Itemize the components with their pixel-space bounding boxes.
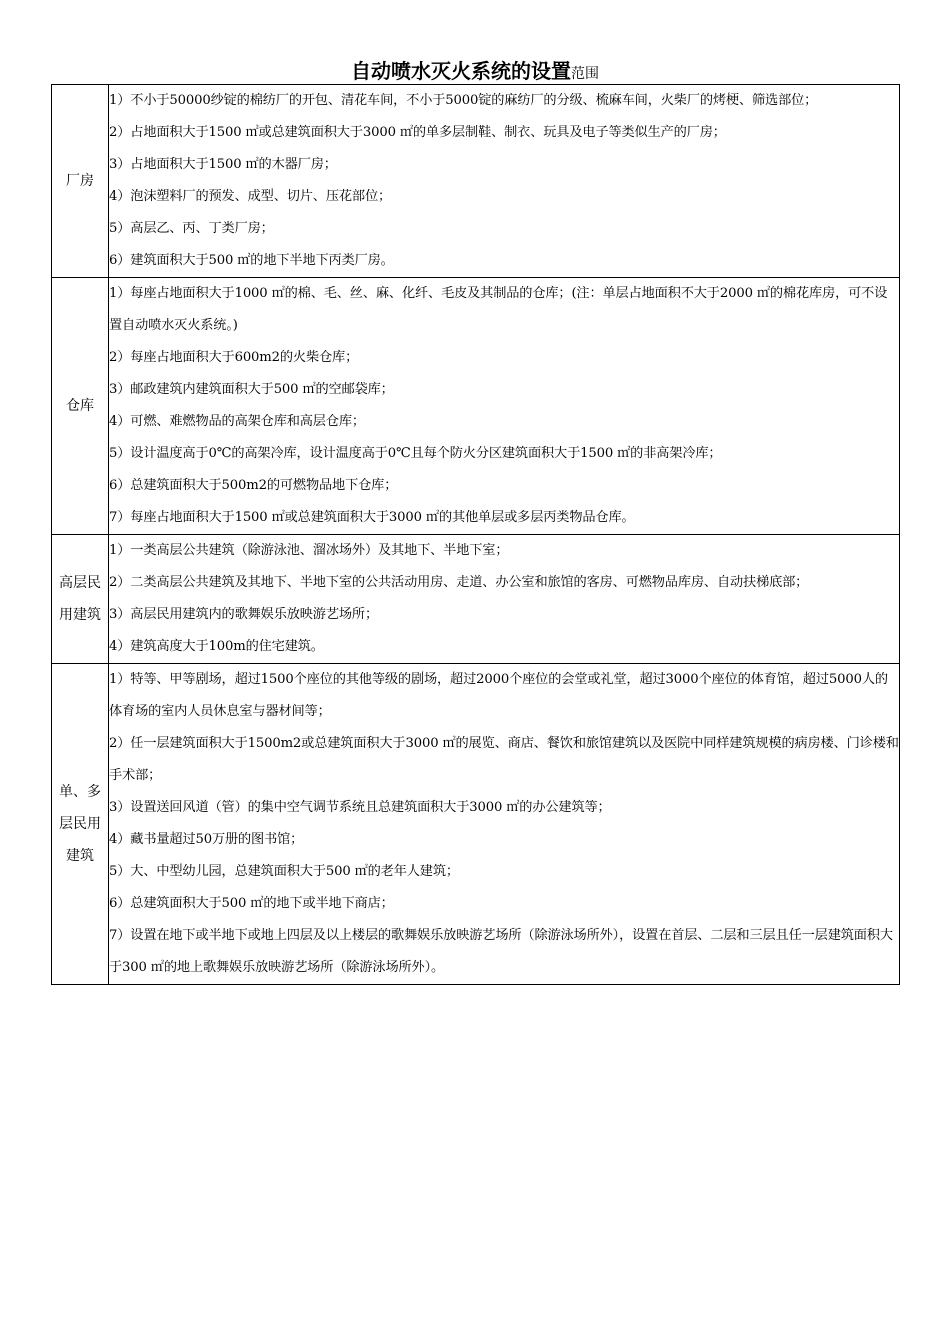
list-item: 3）占地面积大于1500 ㎡的木器厂房； <box>109 157 337 172</box>
list-item: 6）总建筑面积大于500 ㎡的地下或半地下商店； <box>109 896 394 911</box>
list-item: 5）高层乙、丙、丁类厂房； <box>109 221 274 236</box>
list-item: 6）总建筑面积大于500m2的可燃物品地下仓库； <box>109 478 398 493</box>
list-item: 4）藏书量超过50万册的图书馆； <box>109 832 304 847</box>
list-item: 2）任一层建筑面积大于1500m2或总建筑面积大于3000 ㎡的展览、商店、餐饮和旅馆建筑以及医院中同样建筑规模的病房楼、门诊楼和手术部； <box>109 736 899 783</box>
list-item: 6）建筑面积大于500 ㎡的地下半地下丙类厂房。 <box>109 253 394 268</box>
table-row-factory <box>52 85 900 278</box>
category-label: 高层民用建筑 <box>59 575 101 623</box>
category-cell <box>52 664 109 985</box>
items-cell <box>109 535 900 664</box>
list-item: 3）邮政建筑内建筑面积大于500 ㎡的空邮袋库； <box>109 382 394 397</box>
sprinkler-scope-table <box>51 84 900 985</box>
list-item: 1）特等、甲等剧场，超过1500个座位的其他等级的剧场，超过2000个座位的会堂或礼堂，超过3000个座位的体育馆，超过5000人的体育场的室内人员休息室与器材间等； <box>109 672 888 719</box>
category-cell <box>52 85 109 278</box>
list-item: 4）可燃、难燃物品的高架仓库和高层仓库； <box>109 414 365 429</box>
list-item: 5）大、中型幼儿园，总建筑面积大于500 ㎡的老年人建筑； <box>109 864 459 879</box>
category-label: 仓库 <box>66 398 94 414</box>
items-cell <box>109 278 900 535</box>
list-item: 3）设置送回风道（管）的集中空气调节系统且总建筑面积大于3000 ㎡的办公建筑等； <box>109 800 611 815</box>
list-item: 5）设计温度高于0℃的高架冷库，设计温度高于0℃且每个防火分区建筑面积大于1500 ㎡的非高架冷库； <box>109 446 722 461</box>
list-item: 7）每座占地面积大于1500 ㎡或总建筑面积大于3000 ㎡的其他单层或多层丙类物品仓库。 <box>109 510 635 525</box>
category-label: 单、多层民用建筑 <box>59 784 101 864</box>
list-item: 2）二类高层公共建筑及其地下、半地下室的公共活动用房、走道、办公室和旅馆的客房、可燃物品库房、自动扶梯底部； <box>109 575 809 590</box>
list-item: 1）不小于50000纱锭的棉纺厂的开包、清花车间，不小于5000锭的麻纺厂的分级、梳麻车间，火柴厂的烤梗、筛选部位； <box>109 93 818 108</box>
list-item: 3）高层民用建筑内的歌舞娱乐放映游艺场所； <box>109 607 378 622</box>
category-cell <box>52 535 109 664</box>
list-item: 7）设置在地下或半地下或地上四层及以上楼层的歌舞娱乐放映游艺场所（除游泳场所外），设置在首层、二层和三层且任一层建筑面积大于300 ㎡的地上歌舞娱乐放映游艺场所（除游泳场所外）。 <box>109 928 893 975</box>
list-item: 1）每座占地面积大于1000 ㎡的棉、毛、丝、麻、化纤、毛皮及其制品的仓库；(注：单层占地面积不大于2000 ㎡的棉花库房，可不设置自动喷水灭火系统。) <box>109 286 888 333</box>
category-label: 厂房 <box>66 173 94 189</box>
list-item: 4）建筑高度大于100m的住宅建筑。 <box>109 639 324 654</box>
list-item: 2）占地面积大于1500 ㎡或总建筑面积大于3000 ㎡的单多层制鞋、制衣、玩具及电子等类似生产的厂房； <box>109 125 726 140</box>
list-item: 4）泡沫塑料厂的预发、成型、切片、压花部位； <box>109 189 392 204</box>
title-main: 自动喷水灭火系统的设置 <box>351 59 571 83</box>
list-item: 1）一类高层公共建筑（除游泳池、溜冰场外）及其地下、半地下室； <box>109 543 509 558</box>
table-row-warehouse <box>52 278 900 535</box>
title-sub: 范围 <box>571 66 599 82</box>
category-cell <box>52 278 109 535</box>
table-row-highrise-civil <box>52 535 900 664</box>
items-cell <box>109 85 900 278</box>
list-item: 2）每座占地面积大于600m2的火柴仓库； <box>109 350 359 365</box>
document-title <box>0 58 950 87</box>
table-row-lowrise-civil <box>52 664 900 985</box>
items-cell <box>109 664 900 985</box>
